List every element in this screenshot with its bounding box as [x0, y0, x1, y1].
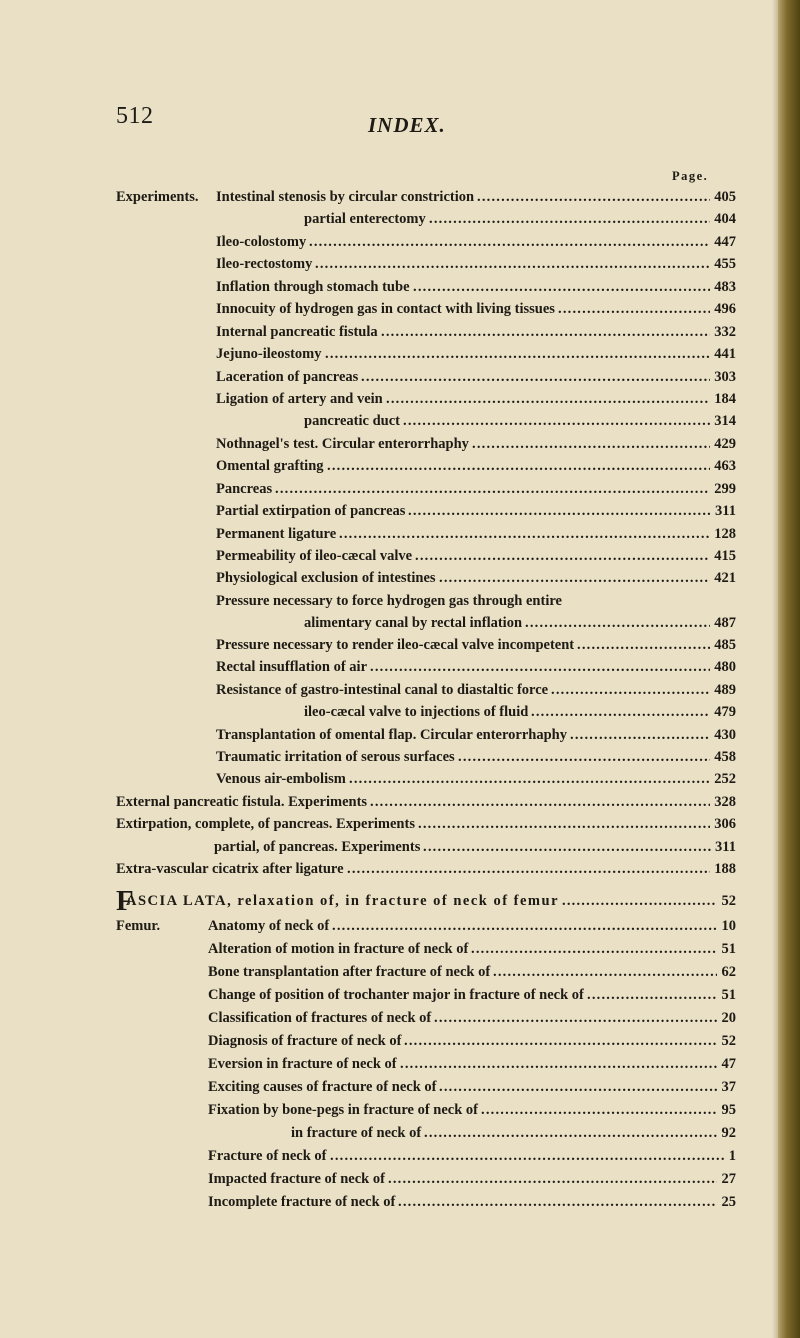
entry-text: Eversion in fracture of neck of — [208, 1056, 397, 1072]
dot-leader — [587, 984, 717, 1006]
index-entry — [116, 1053, 736, 1075]
entry-text: External pancreatic fistula. Experiments — [116, 794, 368, 810]
entry-page-number: 429 — [714, 436, 736, 452]
index-entry — [116, 276, 736, 298]
entry-page-number: 62 — [721, 964, 736, 980]
running-head: INDEX. — [368, 113, 446, 137]
dot-leader — [386, 388, 710, 410]
entry-text: Extirpation, complete, of pancreas. Experiments — [116, 816, 415, 832]
entry-dropcap: F — [116, 885, 134, 917]
dot-leader — [370, 656, 710, 678]
entry-page-number: 314 — [714, 413, 736, 429]
entry-text: Pancreas — [216, 481, 273, 497]
entry-text: alimentary canal by rectal inflation — [304, 615, 523, 631]
entry-text: Change of position of trochanter major in fracture of neck of — [208, 987, 584, 1003]
dot-leader — [398, 1191, 717, 1213]
dot-leader — [418, 813, 710, 835]
index-entry — [116, 567, 736, 589]
index-entry — [116, 1122, 736, 1144]
index-entry — [116, 545, 736, 567]
index-entry — [116, 858, 736, 880]
index-entry — [116, 679, 736, 701]
dot-leader — [424, 1122, 717, 1144]
entry-page-number: 37 — [721, 1079, 736, 1095]
entry-page-number: 252 — [714, 771, 736, 787]
index-entry — [116, 836, 736, 858]
entry-page-number: 299 — [714, 481, 736, 497]
entry-text: Alteration of motion in fracture of neck of — [208, 941, 469, 957]
index-entry — [116, 231, 736, 253]
entry-text: Bone transplantation after fracture of neck of — [208, 964, 491, 980]
entry-text: Fracture of neck of — [208, 1148, 327, 1164]
index-entry — [116, 656, 736, 678]
dot-leader — [370, 791, 710, 813]
entry-text: Incomplete fracture of neck of — [208, 1194, 396, 1210]
entry-page-number: 328 — [714, 794, 736, 810]
page-column-label: Page. — [672, 169, 709, 183]
index-entry — [116, 961, 736, 983]
entry-text: Laceration of pancreas — [216, 369, 359, 385]
entry-page-number: 455 — [714, 256, 736, 272]
index-entry — [116, 1076, 736, 1098]
entry-page-number: 405 — [714, 189, 736, 205]
dot-leader — [423, 836, 711, 858]
entry-text: Jejuno-ileostomy — [216, 346, 322, 362]
entry-text: Permanent ligature — [216, 526, 337, 542]
index-entry — [116, 321, 736, 343]
entry-text: Traumatic irritation of serous surfaces — [216, 749, 455, 765]
entry-text: partial, of pancreas. Experiments — [214, 839, 421, 855]
page-number: 512 — [116, 103, 154, 129]
dot-leader — [531, 701, 710, 723]
entry-text: Exciting causes of fracture of neck of — [208, 1079, 437, 1095]
index-entry — [116, 1030, 736, 1052]
entry-text: Pressure necessary to force hydrogen gas through entire — [216, 593, 562, 609]
index-entry — [116, 433, 736, 455]
dot-leader — [577, 634, 710, 656]
dot-leader — [493, 961, 717, 983]
index-entry — [116, 1191, 736, 1213]
dot-leader — [472, 433, 710, 455]
index-entry — [116, 253, 736, 275]
entry-page-number: 51 — [721, 987, 736, 1003]
index-entry — [116, 590, 736, 612]
entry-text: Innocuity of hydrogen gas in contact with living tissues — [216, 301, 555, 317]
dot-leader — [471, 938, 717, 960]
dot-leader — [361, 366, 710, 388]
index-entry — [116, 813, 736, 835]
index-entry — [116, 938, 736, 960]
index-entry — [116, 455, 736, 477]
entry-page-number: 52 — [721, 893, 736, 909]
index-entry — [116, 478, 736, 500]
entry-text: Inflation through stomach tube — [216, 279, 410, 295]
entry-text: Physiological exclusion of intestines — [216, 570, 436, 586]
index-entry — [116, 612, 736, 634]
dot-leader — [309, 231, 710, 253]
dot-leader — [558, 298, 710, 320]
index-entry — [116, 186, 736, 208]
entry-text: Transplantation of omental flap. Circular enterorrhaphy — [216, 727, 567, 743]
entry-page-number: 447 — [714, 234, 736, 250]
dot-leader — [429, 208, 710, 230]
dot-leader — [325, 343, 710, 365]
page-edge — [778, 0, 800, 1338]
entry-page-number: 404 — [714, 211, 736, 227]
dot-leader — [327, 455, 710, 477]
index-entry — [116, 1007, 736, 1029]
index-entry — [116, 1099, 736, 1121]
index-entry — [116, 388, 736, 410]
entry-page-number: 480 — [714, 659, 736, 675]
dot-leader — [434, 1007, 717, 1029]
entry-page-number: 95 — [721, 1102, 736, 1118]
dot-leader — [408, 500, 711, 522]
dot-leader — [477, 186, 710, 208]
entry-text: Omental grafting — [216, 458, 324, 474]
entry-text: Classification of fractures of neck of — [208, 1010, 432, 1026]
dot-leader — [439, 1076, 717, 1098]
entry-text: partial enterectomy — [304, 211, 426, 227]
entry-page-number: 306 — [714, 816, 736, 832]
dot-leader — [439, 567, 710, 589]
dot-leader — [570, 724, 710, 746]
dot-leader — [330, 1145, 725, 1167]
dot-leader — [349, 768, 710, 790]
dot-leader — [275, 478, 710, 500]
entry-text: Anatomy of neck of — [208, 918, 330, 934]
entry-page-number: 52 — [721, 1033, 736, 1049]
dot-leader — [525, 612, 710, 634]
entry-page-number: 489 — [714, 682, 736, 698]
entry-text: Extra-vascular cicatrix after ligature — [116, 861, 344, 877]
entry-text: Venous air-embolism — [216, 771, 346, 787]
entry-page-number: 332 — [714, 324, 736, 340]
index-entry — [116, 701, 736, 723]
entry-text: ileo-cæcal valve to injections of fluid — [304, 704, 529, 720]
entry-heading: Experiments. — [116, 189, 199, 205]
entry-page-number: 463 — [714, 458, 736, 474]
entry-text: Intestinal stenosis by circular constriction — [216, 189, 475, 205]
dot-leader — [347, 858, 710, 880]
entry-page-number: 441 — [714, 346, 736, 362]
entry-page-number: 458 — [714, 749, 736, 765]
entry-text: Fixation by bone-pegs in fracture of neck of — [208, 1102, 478, 1118]
entry-page-number: 311 — [715, 839, 736, 855]
entry-page-number: 20 — [721, 1010, 736, 1026]
entry-page-number: 311 — [715, 503, 736, 519]
entry-page-number: 188 — [714, 861, 736, 877]
entry-page-number: 184 — [714, 391, 736, 407]
dot-leader — [403, 410, 710, 432]
entry-text: Diagnosis of fracture of neck of — [208, 1033, 402, 1049]
index-entry — [116, 885, 736, 917]
entry-page-number: 92 — [721, 1125, 736, 1141]
dot-leader — [415, 545, 710, 567]
index-entry — [116, 1145, 736, 1167]
entry-text: in fracture of neck of — [291, 1125, 422, 1141]
entry-text: pancreatic duct — [304, 413, 400, 429]
entry-text: Rectal insufflation of air — [216, 659, 368, 675]
index-entry — [116, 1168, 736, 1190]
entry-heading: Femur. — [116, 918, 161, 934]
index-entry — [116, 410, 736, 432]
index-entry — [116, 500, 736, 522]
dot-leader — [332, 915, 717, 937]
entry-page-number: 479 — [714, 704, 736, 720]
entry-text: Ileo-rectostomy — [216, 256, 313, 272]
entry-text: Ileo-colostomy — [216, 234, 307, 250]
entry-text: ASCIA LATA, relaxation of, in fracture of neck of femur — [126, 893, 560, 909]
entry-page-number: 25 — [721, 1194, 736, 1210]
dot-leader — [381, 321, 710, 343]
index-entry — [116, 343, 736, 365]
entry-text: Resistance of gastro-intestinal canal to diastaltic force — [216, 682, 549, 698]
index-entry — [116, 208, 736, 230]
index-entry — [116, 366, 736, 388]
entry-text: Nothnagel's test. Circular enterorrhaphy — [216, 436, 469, 452]
dot-leader — [339, 523, 710, 545]
index-entry — [116, 768, 736, 790]
entry-page-number: 483 — [714, 279, 736, 295]
index-entry — [116, 984, 736, 1006]
entry-text: Pressure necessary to render ileo-cæcal valve incompetent — [216, 637, 575, 653]
index-entry — [116, 746, 736, 768]
dot-leader — [481, 1099, 717, 1121]
dot-leader — [315, 253, 710, 275]
entry-page-number: 51 — [721, 941, 736, 957]
entry-text: Internal pancreatic fistula — [216, 324, 378, 340]
dot-leader — [400, 1053, 717, 1075]
dot-leader — [562, 890, 717, 912]
entry-page-number: 421 — [714, 570, 736, 586]
entry-page-number: 496 — [714, 301, 736, 317]
index-entry — [116, 523, 736, 545]
dot-leader — [458, 746, 710, 768]
index-entry — [116, 298, 736, 320]
entry-text: Partial extirpation of pancreas — [216, 503, 406, 519]
entry-page-number: 1 — [728, 1148, 736, 1164]
dot-leader — [551, 679, 710, 701]
index-entry — [116, 634, 736, 656]
entry-text: Impacted fracture of neck of — [208, 1171, 385, 1187]
index-entry — [116, 791, 736, 813]
entry-page-number: 47 — [721, 1056, 736, 1072]
entry-page-number: 303 — [714, 369, 736, 385]
entry-text: Ligation of artery and vein — [216, 391, 383, 407]
entry-page-number: 415 — [714, 548, 736, 564]
entry-page-number: 10 — [721, 918, 736, 934]
dot-leader — [413, 276, 710, 298]
index-entry — [116, 915, 736, 937]
entry-text: Permeability of ileo-cæcal valve — [216, 548, 413, 564]
entry-page-number: 487 — [714, 615, 736, 631]
dot-leader — [404, 1030, 717, 1052]
index-entry — [116, 724, 736, 746]
entry-page-number: 128 — [714, 526, 736, 542]
entry-page-number: 430 — [714, 727, 736, 743]
dot-leader — [388, 1168, 717, 1190]
entry-page-number: 485 — [714, 637, 736, 653]
entry-page-number: 27 — [721, 1171, 736, 1187]
